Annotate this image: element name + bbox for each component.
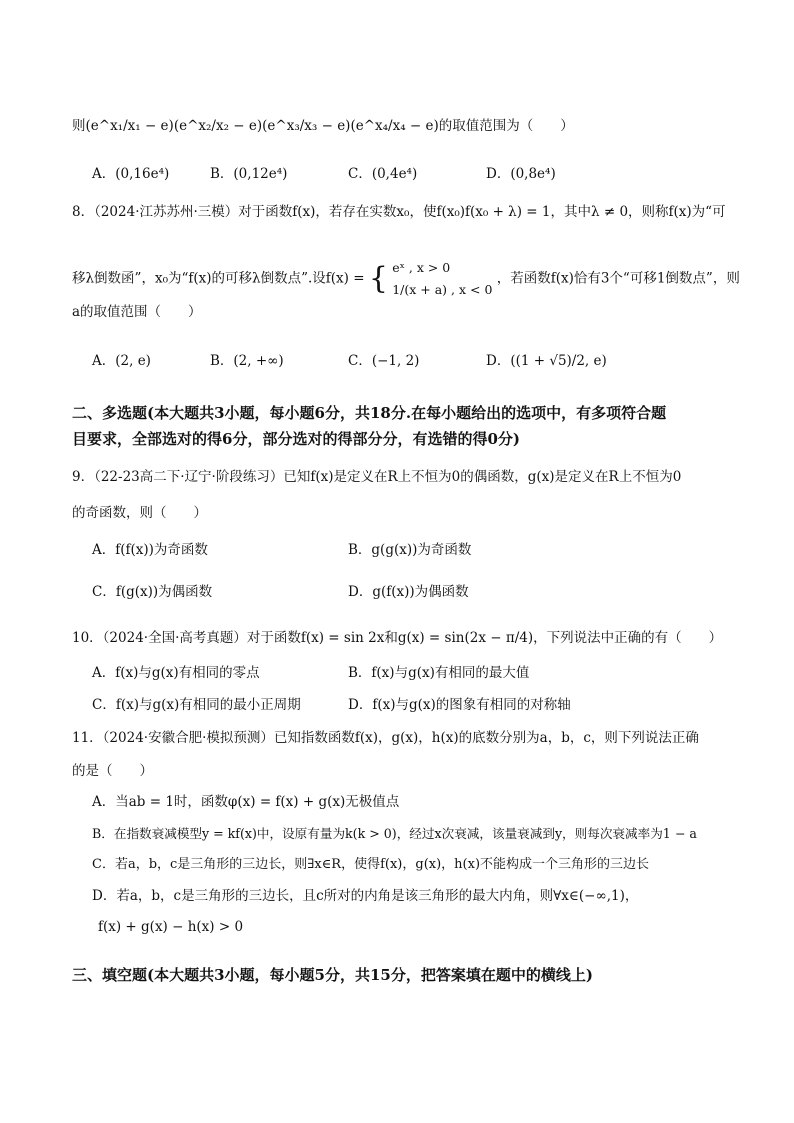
q8-line1: 8．（2024·江苏苏州·三模）对于函数f(x)，若存在实数x₀，使f(x₀)f(x₀ + λ) = 1，其中λ ≠ 0，则称f(x)为“可 <box>72 204 726 220</box>
piecewise-cases <box>392 257 492 301</box>
q9-option-b: B．g(g(x))为奇函数 <box>348 542 472 558</box>
section-3-heading: 三、填空题(本大题共3小题，每小题5分，共15分，把答案填在题中的横线上) <box>72 966 593 984</box>
q8-option-c: C．(−1, 2) <box>348 353 420 369</box>
q9-line2: 的奇函数，则（ ） <box>72 505 207 521</box>
piecewise-brace: { <box>368 261 388 296</box>
q8-line3: a的取值范围（ ） <box>72 304 202 320</box>
q7-option-d: D．(0,8e⁴) <box>486 166 556 182</box>
q7-stem: 则(e^x₁/x₁ − e)(e^x₂/x₂ − e)(e^x₃/x₃ − e)(e^x₄/x₄ − e)的取值范围为（ ） <box>72 118 574 134</box>
q7-option-c: C．(0,4e⁴) <box>348 166 418 182</box>
q9-option-d: D．g(f(x))为偶函数 <box>348 584 469 600</box>
q10-option-b: B．f(x)与g(x)有相同的最大值 <box>348 665 530 681</box>
q11-option-a: A．当ab = 1时，函数φ(x) = f(x) + g(x)无极值点 <box>92 794 400 810</box>
q9-option-c: C．f(g(x))为偶函数 <box>92 584 213 600</box>
q11-line1: 11．（2024·安徽合肥·模拟预测）已知指数函数f(x)，g(x)，h(x)的底数分别为a，b，c，则下列说法正确 <box>72 730 699 746</box>
q11-option-d: D．若a，b，c是三角形的三边长，且c所对的内角是该三角形的最大内角，则∀x∈(−∞,1)， <box>92 888 639 904</box>
q11-option-b: B．在指数衰减模型y = kf(x)中，设原有量为k(k > 0)，经过x次衰减，该量衰减到y，则每次衰减率为1 − a <box>92 826 697 841</box>
q8-line2 <box>72 257 740 301</box>
q11-line2: 的是（ ） <box>72 763 153 779</box>
piecewise-case-1: eˣ , x > 0 <box>392 260 451 275</box>
q9-line1: 9．（22-23高二下·辽宁·阶段练习）已知f(x)是定义在R上不恒为0的偶函数，g(x)是定义在R上不恒为0 <box>72 469 682 485</box>
section-2-heading-line1: 二、多选题(本大题共3小题，每小题6分，共18分.在每小题给出的选项中，有多项符合题 <box>72 404 667 422</box>
q7-option-a: A．(0,16e⁴) <box>92 166 170 182</box>
piecewise-case-2: 1/(x + a) , x < 0 <box>392 282 493 297</box>
q8-option-d: D．((1 + √5)/2, e) <box>486 353 607 369</box>
q10-option-a: A．f(x)与g(x)有相同的零点 <box>92 665 260 681</box>
q8-option-b: B．(2, +∞) <box>210 353 284 369</box>
q11-option-d-cont: f(x) + g(x) − h(x) > 0 <box>98 919 244 935</box>
q8-option-a: A．(2, e) <box>92 353 151 369</box>
q8-line2-a: 移λ倒数函”，x₀为“f(x)的可移λ倒数点”.设f(x) = <box>72 270 365 287</box>
q10-line1: 10．（2024·全国·高考真题）对于函数f(x) = sin 2x和g(x) = sin(2x − π/4)，下列说法中正确的有（ ） <box>72 630 723 646</box>
q9-option-a: A．f(f(x))为奇函数 <box>92 542 208 558</box>
section-2-heading-line2: 目要求，全部选对的得6分，部分选对的得部分分，有选错的得0分) <box>72 430 520 448</box>
q7-option-b: B．(0,12e⁴) <box>210 166 288 182</box>
q11-option-c: C．若a，b，c是三角形的三边长，则∃x∈R，使得f(x)，g(x)，h(x)不能构成一个三角形的三边长 <box>92 857 650 872</box>
q10-option-d: D．f(x)与g(x)的图象有相同的对称轴 <box>348 697 571 713</box>
q10-option-c: C．f(x)与g(x)有相同的最小正周期 <box>92 697 301 713</box>
q8-line2-b: ，若函数f(x)恰有3个“可移1倒数点”，则 <box>496 270 740 287</box>
